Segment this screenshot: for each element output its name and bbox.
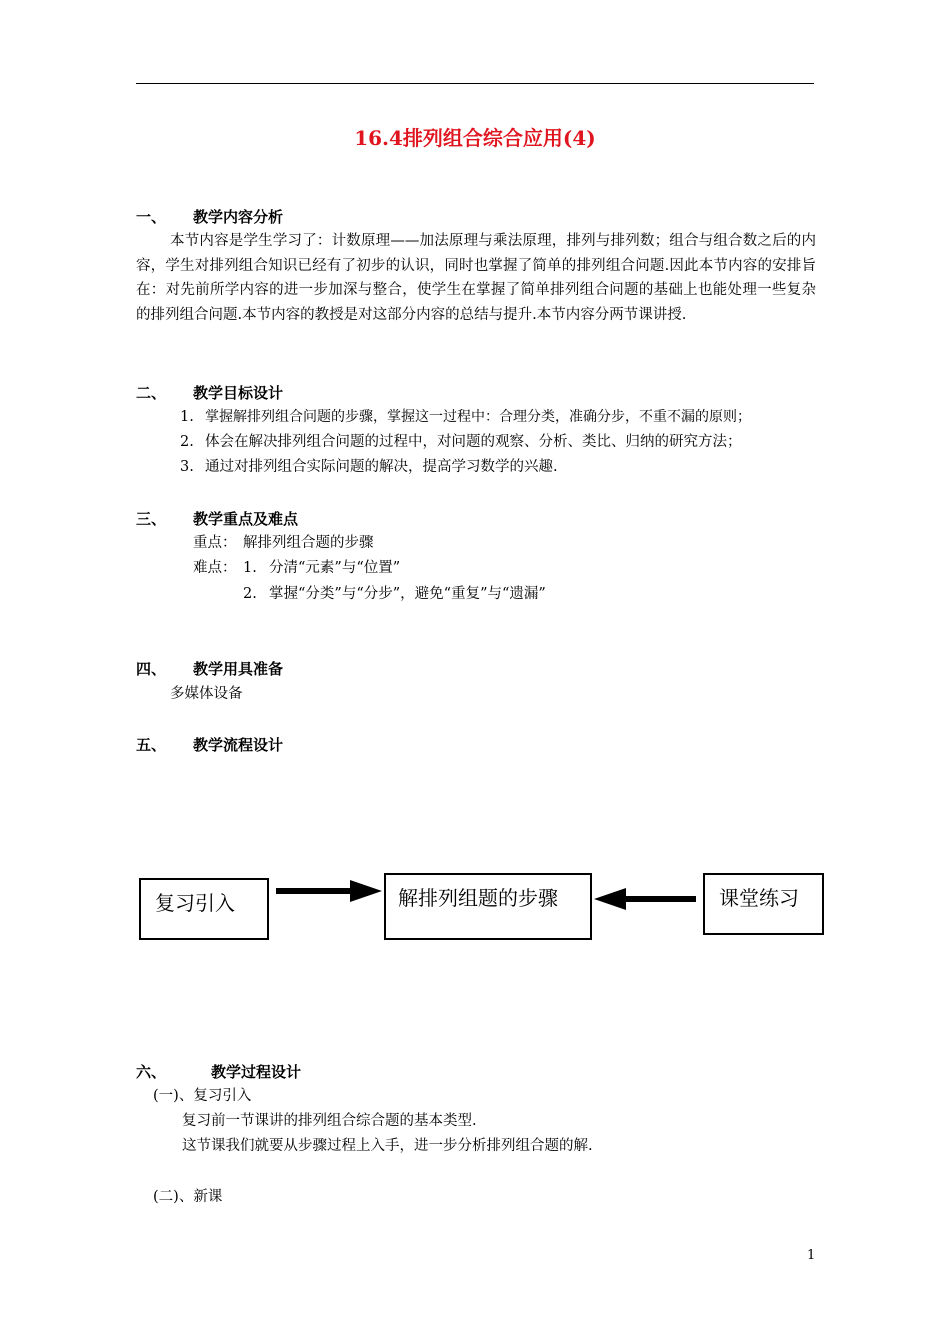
flow-box-practice bbox=[703, 873, 824, 935]
section-3-number: 三、 bbox=[136, 510, 167, 528]
section-1-paragraph: 本节内容是学生学习了：计数原理——加法原理与乘法原理，排列与排列数；组合与组合数之后的内容，学生对排列组合知识已经有了初步的认识，同时也掌握了简单的排列组合问题.因此本节内容的安排旨在：对先前所学内容的进一步加深与整合，使学生在掌握了简单排列组合问题的基础上也能处理一些复杂的排列组合问题.本节内容的教授是对这部分内容的总结与提升.本节内容分两节课讲授. bbox=[136, 233, 816, 323]
difficulty-label: 难点： bbox=[193, 560, 237, 576]
difficulty-2-number: 2. bbox=[243, 586, 257, 602]
subsection-1-line-2: 这节课我们就要从步骤过程上入手，进一步分析排列组合题的解. bbox=[182, 1138, 593, 1154]
section-6-heading: 教学过程设计 bbox=[211, 1063, 302, 1081]
section-2-number: 二、 bbox=[136, 384, 167, 402]
flow-box-review-label: 复习引入 bbox=[155, 891, 235, 915]
subsection-2-label: (二)、新课 bbox=[153, 1189, 223, 1205]
goal-3-number: 3. bbox=[180, 459, 194, 475]
flow-box-practice-label: 课堂练习 bbox=[719, 886, 799, 910]
arrow-left-icon bbox=[594, 888, 696, 910]
header-rule bbox=[136, 83, 814, 84]
subsection-1-line-1: 复习前一节课讲的排列组合综合题的基本类型. bbox=[182, 1113, 477, 1129]
goal-1-number: 1. bbox=[180, 409, 194, 425]
difficulty-1-text: 分清“元素”与“位置” bbox=[269, 560, 401, 576]
goal-1-text: 掌握解排列组合问题的步骤，掌握这一过程中：合理分类，准确分步，不重不漏的原则； bbox=[205, 409, 751, 425]
flow-box-review bbox=[139, 878, 269, 940]
section-5-heading: 教学流程设计 bbox=[193, 736, 284, 754]
arrow-right-icon bbox=[276, 880, 382, 902]
goal-3-text: 通过对排列组合实际问题的解决，提高学习数学的兴趣. bbox=[205, 459, 558, 475]
key-point-text: 解排列组合题的步骤 bbox=[243, 535, 374, 551]
flow-arrows bbox=[270, 875, 710, 915]
goal-2-number: 2. bbox=[180, 434, 194, 450]
section-1-heading: 教学内容分析 bbox=[193, 208, 284, 226]
section-1-number: 一、 bbox=[136, 208, 167, 226]
key-point-label: 重点： bbox=[193, 535, 237, 551]
section-4-number: 四、 bbox=[136, 660, 167, 678]
page-number: 1 bbox=[807, 1248, 816, 1263]
subsection-1-label: (一)、复习引入 bbox=[153, 1088, 252, 1104]
page-title: 16.4排列组合综合应用(4) bbox=[354, 126, 596, 150]
section-3-heading: 教学重点及难点 bbox=[193, 510, 299, 528]
section-6-number: 六、 bbox=[136, 1063, 167, 1081]
flow-box-steps-label: 解排列组题的步骤 bbox=[398, 886, 558, 910]
section-4-heading: 教学用具准备 bbox=[193, 660, 284, 678]
equipment-text: 多媒体设备 bbox=[170, 686, 243, 702]
difficulty-2-text: 掌握“分类”与“分步”，避免“重复”与“遗漏” bbox=[269, 586, 546, 602]
difficulty-1-number: 1. bbox=[243, 560, 257, 576]
goal-2-text: 体会在解决排列组合问题的过程中，对问题的观察、分析、类比、归纳的研究方法； bbox=[205, 434, 742, 450]
section-2-heading: 教学目标设计 bbox=[193, 384, 284, 402]
section-5-number: 五、 bbox=[136, 736, 167, 754]
